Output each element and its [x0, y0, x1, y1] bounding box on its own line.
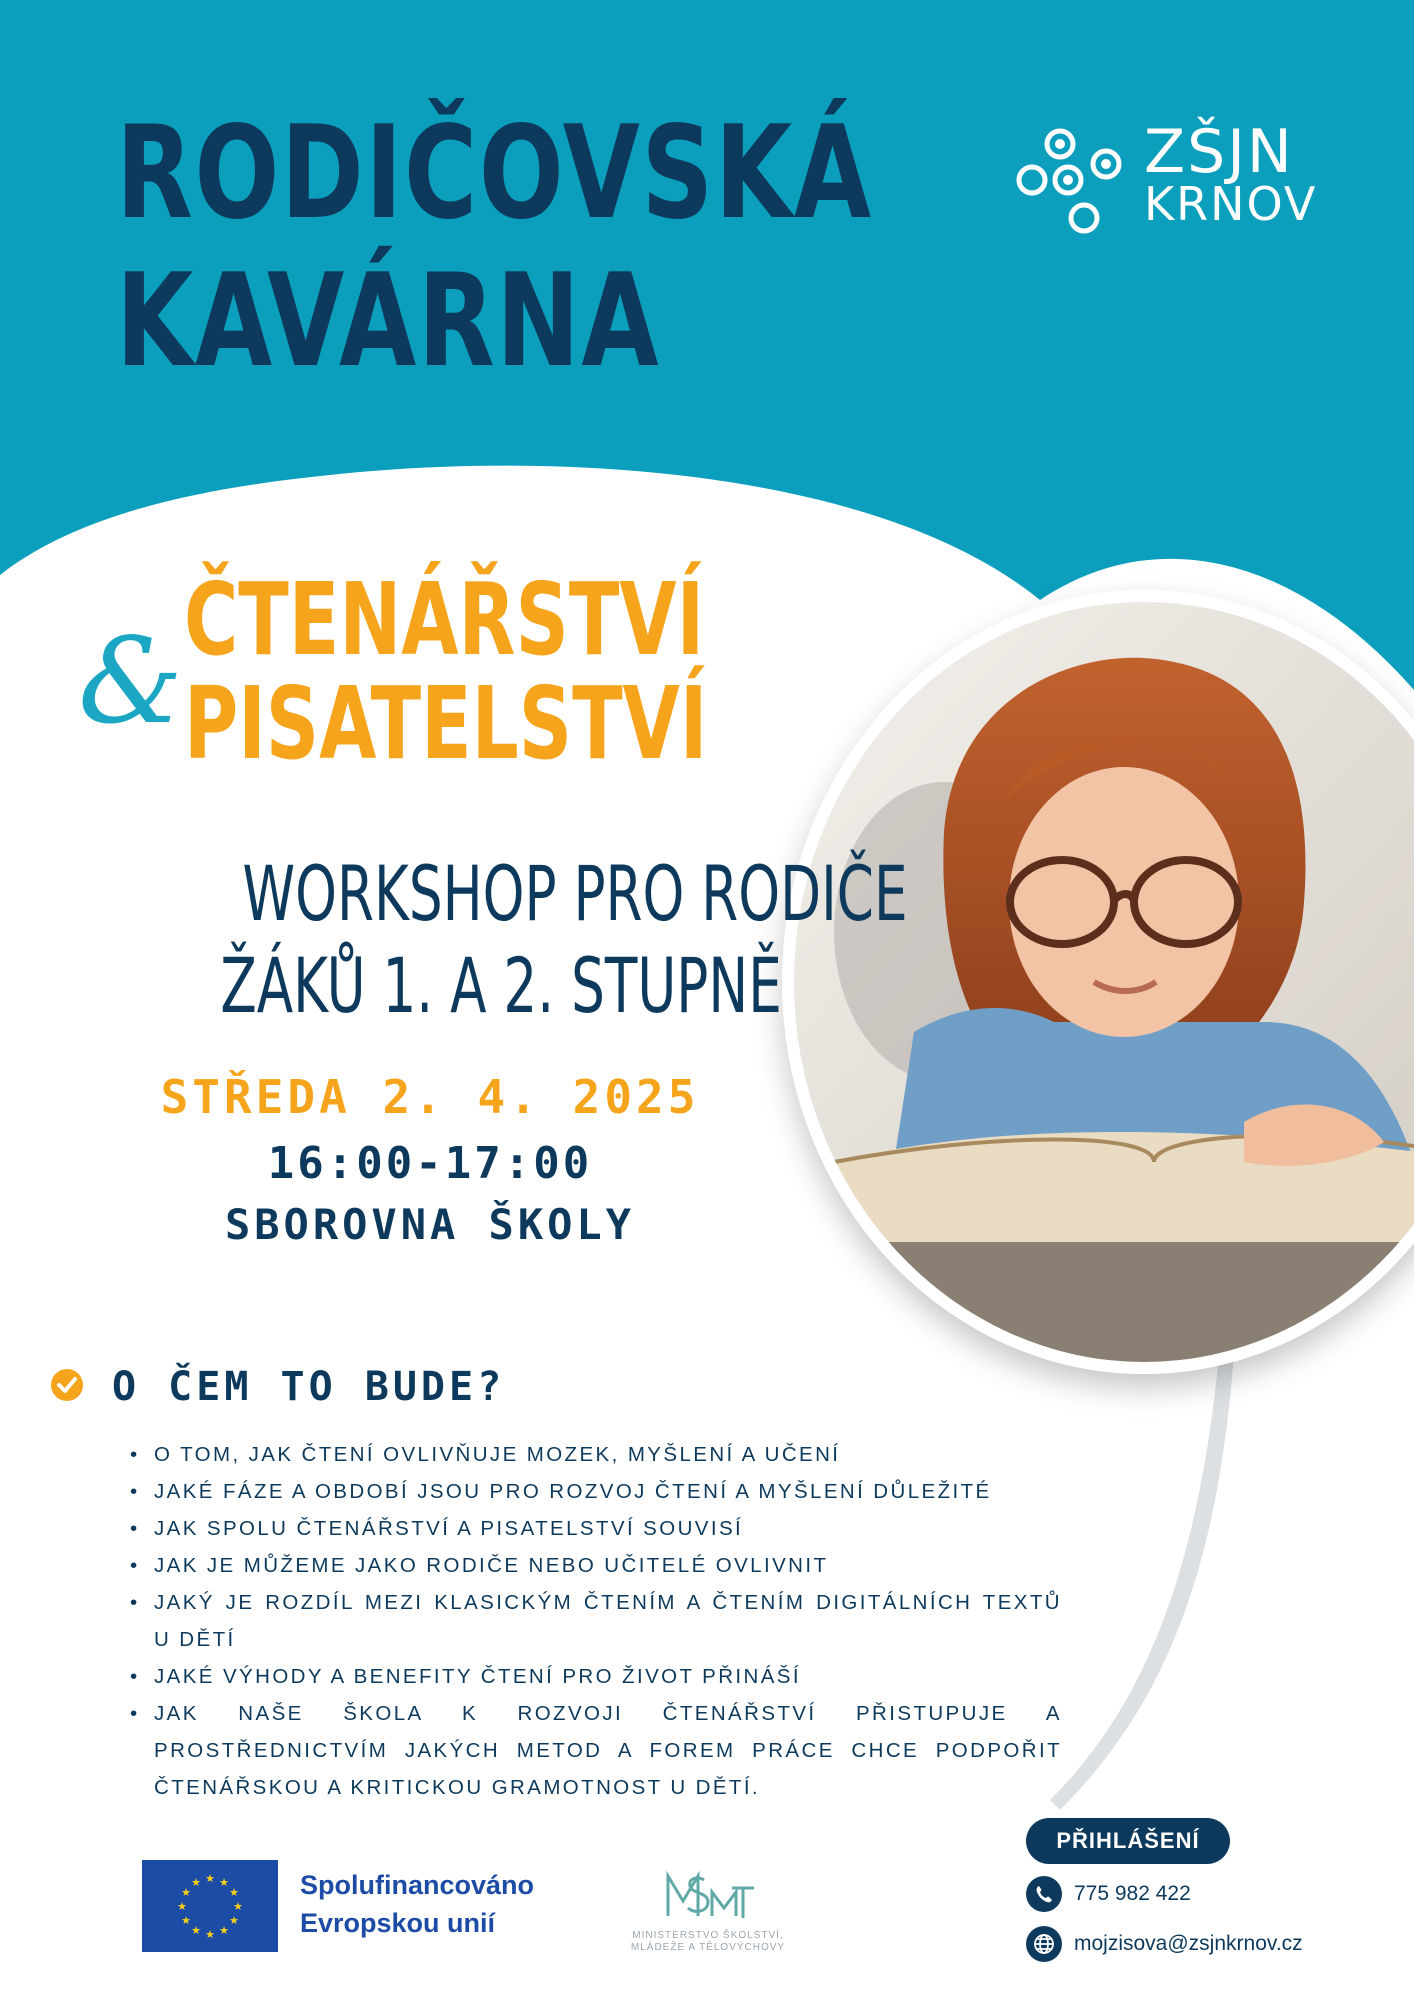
msmt-label	[600, 1930, 816, 1954]
contact-phone	[1026, 1874, 1191, 1914]
contact-email	[1026, 1924, 1303, 1964]
svg-text:★: ★	[219, 1876, 229, 1889]
svg-text:★: ★	[219, 1924, 229, 1937]
eu-cofunded-label	[300, 1866, 534, 1942]
email-link[interactable]: mojzisova@zsjnkrnov.cz	[1074, 1932, 1303, 1955]
event-date: STŘEDA 2. 4. 2025	[160, 1070, 700, 1124]
svg-text:★: ★	[205, 1928, 215, 1941]
svg-text:★: ★	[181, 1886, 191, 1899]
logo-line-1: ZŠJN	[1144, 117, 1294, 187]
eu-line-1: Spolufinancováno	[300, 1870, 535, 1900]
list-item: • O TOM, JAK ČTENÍ OVLIVŇUJE MOZEK, MYŠLENÍ A UČENÍ	[130, 1436, 1062, 1473]
svg-text:★: ★	[229, 1914, 239, 1927]
eu-flag-icon	[142, 1860, 278, 1952]
svg-text:★: ★	[181, 1914, 191, 1927]
svg-text:★: ★	[191, 1876, 201, 1889]
svg-text:★: ★	[233, 1900, 243, 1913]
title-line-1: RODIČOVSKÁ	[116, 99, 873, 248]
logo-line-2: KRNOV	[1144, 177, 1318, 231]
list-item: • JAK JE MŮŽEME JAKO RODIČE NEBO UČITELÉ OVLIVNIT	[130, 1547, 1062, 1584]
ampersand: &	[78, 612, 184, 750]
topic-line-1: ČTENÁŘSTVÍ	[184, 561, 705, 678]
section-title: O ČEM TO BUDE?	[112, 1364, 506, 1410]
title-line-2: KAVÁRNA	[116, 247, 661, 396]
msmt-line-1: MINISTERSTVO ŠKOLSTVÍ,	[632, 1930, 784, 1941]
event-time: 16:00-17:00	[267, 1138, 593, 1189]
photo-illustration	[794, 602, 1414, 1362]
workshop-line-1: WORKSHOP PRO RODIČE	[242, 849, 908, 938]
svg-text:★: ★	[191, 1924, 201, 1937]
phone-icon	[1026, 1876, 1062, 1912]
list-item: • JAKÉ FÁZE A OBDOBÍ JSOU PRO ROZVOJ ČTENÍ A MYŠLENÍ DŮLEŽITÉ	[130, 1473, 1062, 1510]
globe-icon	[1026, 1926, 1062, 1962]
phone-number[interactable]: 775 982 422	[1074, 1882, 1191, 1905]
list-item: • JAKÉ VÝHODY A BENEFITY ČTENÍ PRO ŽIVOT PŘINÁŠÍ	[130, 1658, 1062, 1695]
topic-heading	[184, 561, 708, 782]
list-item: • JAK SPOLU ČTENÁŘSTVÍ A PISATELSTVÍ SOUVISÍ	[130, 1510, 1062, 1547]
list-item: • JAK NAŠE ŠKOLA K ROZVOJI ČTENÁŘSTVÍ PŘISTUPUJE A PROSTŘEDNICTVÍM JAKÝCH METOD A FOREM PRÁCE CHCE PODPOŘIT ČTENÁŘSKOU A KRITICKOU GRAMOTNOST U DĚTÍ.	[130, 1695, 1062, 1806]
workshop-line-2: ŽÁKŮ 1. A 2. STUPNĚ	[220, 941, 782, 1030]
molecule-icon	[1010, 118, 1140, 248]
list-item: • JAKÝ JE ROZDÍL MEZI KLASICKÝM ČTENÍM A ČTENÍM DIGITÁLNÍCH TEXTŮ U DĚTÍ	[130, 1584, 1062, 1658]
topics-list	[130, 1436, 1062, 1806]
register-button[interactable]: PŘIHLÁŠENÍ	[1026, 1818, 1230, 1864]
svg-text:★: ★	[205, 1872, 215, 1885]
topic-line-2: PISATELSTVÍ	[184, 665, 708, 782]
msmt-line-2: MLÁDEŽE A TĚLOVÝCHOVY	[630, 1942, 786, 1953]
svg-text:★: ★	[229, 1886, 239, 1899]
page-title	[116, 100, 873, 396]
svg-text:★: ★	[177, 1900, 187, 1913]
event-place: SBOROVNA ŠKOLY	[224, 1200, 635, 1249]
school-logo	[1010, 118, 1330, 248]
check-circle-icon	[50, 1368, 84, 1402]
eu-line-2: Evropskou unií	[300, 1908, 496, 1938]
workshop-subtitle	[100, 848, 908, 1032]
